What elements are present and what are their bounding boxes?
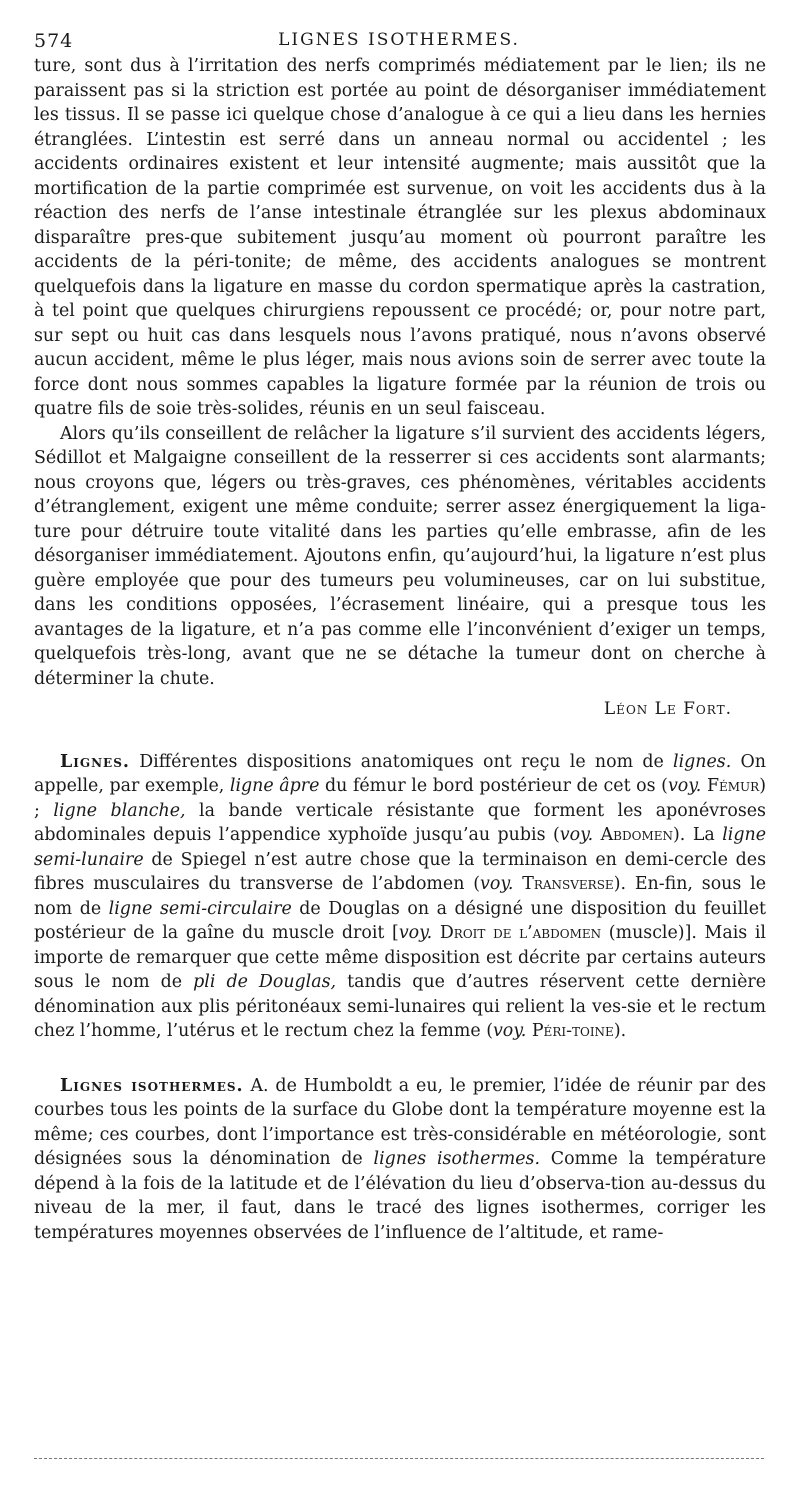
italic-term: voy. bbox=[492, 1021, 527, 1041]
italic-term: voy. bbox=[667, 776, 702, 796]
text-run: (muscle)]. Mais il importe de remarquer que cette même disposition est décrite par certains auteurs sous le nom de bbox=[34, 923, 766, 992]
text-run: A. de Humboldt a eu, le premier, l’idée de réunir par des courbes tous les points de la surface du Globe dont la température moyenne est la même; ces courbes, dont l’importance est très-considérable en météorologie, sont désignées sous la dénomination de bbox=[34, 1075, 766, 1169]
paragraph-ligature-conduct bbox=[34, 422, 766, 692]
text-run: On appelle, par exemple, bbox=[34, 751, 766, 796]
author-signature: Léon Le Fort. bbox=[603, 699, 732, 719]
italic-term: ligne âpre bbox=[229, 776, 320, 796]
italic-term: lignes. bbox=[673, 751, 732, 772]
text-run: Différentes dispositions anatomiques ont reçu le nom de bbox=[129, 751, 674, 772]
cross-reference: Péri-toine bbox=[531, 1021, 614, 1041]
entry-headword: Lignes isothermes. bbox=[60, 1075, 244, 1096]
text-run: ). En-fin, sous le nom de bbox=[34, 874, 766, 919]
text-run: ). La bbox=[673, 825, 723, 845]
cross-reference: Abdomen bbox=[600, 825, 674, 845]
paragraph-ligature-continued bbox=[34, 54, 766, 422]
body-text bbox=[34, 54, 766, 1245]
cross-reference: Droit de l’abdomen bbox=[439, 923, 602, 943]
text-run bbox=[513, 874, 522, 894]
running-title: LIGNES ISOTHERMES. bbox=[278, 30, 520, 50]
italic-term: voy. bbox=[480, 874, 514, 894]
entry-headword: Lignes. bbox=[60, 751, 130, 772]
text-run: de Douglas on a désigné une disposition du feuillet postérieur de la gaîne du muscle droit [ bbox=[34, 898, 766, 943]
text-run bbox=[593, 825, 601, 845]
italic-term: voy. bbox=[398, 923, 433, 943]
italic-term: pli de Douglas, bbox=[193, 972, 337, 992]
text-run: de Spiegel n’est autre chose que la terminaison en demi-cercle des fibres musculaires du transverse de l’abdomen ( bbox=[34, 849, 766, 894]
italic-term: ligne blanche, bbox=[53, 800, 186, 821]
text-run: ) ; bbox=[34, 776, 766, 821]
text-run: du fémur le bord postérieur de cet os ( bbox=[319, 776, 668, 796]
cross-reference: Transverse bbox=[522, 874, 614, 894]
text-run: Comme la température dépend à la fois de la latitude et de l’élévation du lieu d’observa-tion au-dessus du niveau de la mer, il faut, dans le tracé des lignes isothermes, corriger les températures moyennes observées de l’influence de l’altitude, et rame- bbox=[34, 1149, 767, 1243]
text-run: tandis que d’autres réservent cette dernière dénomination aux plis péritonéaux semi-lunaires qui relient la ves-sie et le rectum chez l’homme, l’utérus et le rectum chez la femme ( bbox=[34, 972, 766, 1041]
footer-rule bbox=[34, 1458, 764, 1459]
page-header bbox=[34, 30, 764, 54]
text-run: ). bbox=[613, 1021, 627, 1041]
italic-term: lignes isothermes. bbox=[373, 1149, 540, 1169]
text-run: la bande verticale résistante que forment les aponévroses abdominales depuis l’appendice xyphoïde jusqu’au pubis ( bbox=[34, 800, 766, 845]
italic-term: ligne semi-lunaire bbox=[34, 825, 766, 870]
italic-term: voy. bbox=[559, 825, 594, 845]
page-number: 574 bbox=[34, 30, 74, 52]
entry-lignes bbox=[34, 750, 766, 1044]
paragraph-text: ture, sont dus à l’irritation des nerfs comprimés médiatement par le lien; ils ne paraissent pas si la striction est portée au point de désorganiser immédiatement les tissus. Il se passe ici quelque chose d’analogue à ce qui a lieu dans les hernies étranglées. L’intestin est serré dans un anneau normal ou accidentel ; les accidents ordinaires existent et leur intensité augmente; mais aussitôt que la mortification de la partie comprimée est survenue, on voit les accidents dus à la réaction des nerfs de l’anse intestinale étranglée sur les plexus abdominaux disparaître pres-que subitement jusqu’au moment où pourront paraître les accidents de la péri-tonite; de même, des accidents analogues se montrent quelquefois dans la ligature en masse du cordon spermatique après la castration, à tel point que quelques chirurgiens repoussent ce procédé; or, pour notre part, sur sept ou huit cas dans lesquels nous l’avons pratiqué, nous n’avons observé aucun accident, même le plus léger, mais nous avions soin de serrer avec toute la force dont nous sommes capables la ligature formée par la réunion de trois ou quatre fils de soie très-solides, réunis en un seul faisceau. bbox=[34, 56, 766, 419]
cross-reference: Fémur bbox=[706, 776, 760, 796]
entry-lignes-isothermes bbox=[34, 1074, 766, 1246]
paragraph-text: Alors qu’ils conseillent de relâcher la ligature s’il survient des accidents légers, Sédillot et Malgaigne conseillent de la resserrer si ces accidents sont alarmants; nous croyons que, légers ou très-graves, ces phénomènes, véritables accidents d’étranglement, exigent une même conduite; serrer assez énergiquement la liga-ture pour détruire toute vitalité dans les parties qu’elle embrasse, afin de les désorganiser immédiatement. Ajoutons enfin, qu’aujourd’hui, la ligature n’est plus guère employée que pour des tumeurs peu volumineuses, car on lui substitue, dans les conditions opposées, l’écrasement linéaire, qui a presque tous les avantages de la ligature, et n’a pas comme elle l’inconvénient d’exiger un temps, quelquefois très-long, avant que ne se détache la tumeur dont on cherche à déterminer la chute. bbox=[34, 423, 766, 689]
text-run bbox=[432, 923, 440, 943]
italic-term: ligne semi-circulaire bbox=[108, 898, 292, 919]
